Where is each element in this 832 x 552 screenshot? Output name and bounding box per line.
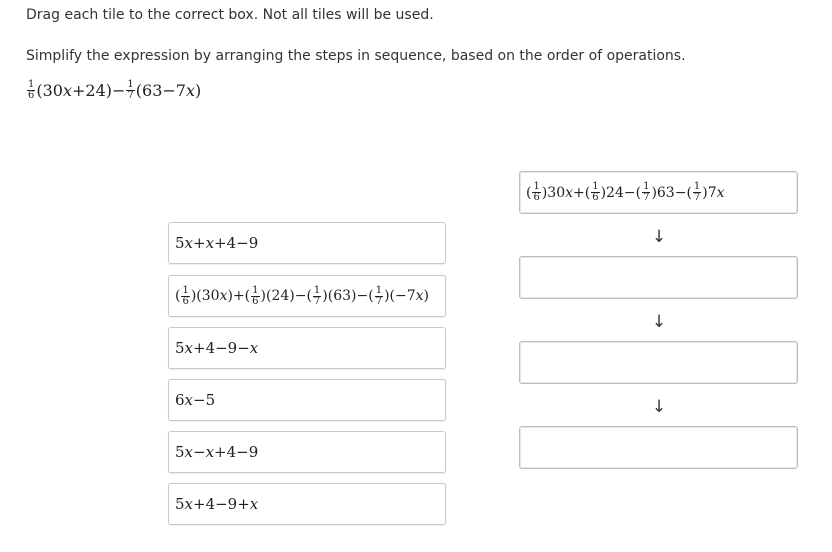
tile-6[interactable] <box>168 483 446 525</box>
given-step-text: ( $\frac{1}{6}$ )30𝑥+( $\frac{1}{6}$ )24−( $\frac{1}{7}$ )63−( $\frac{1}{7}$ )7𝑥 <box>526 181 725 203</box>
expression-part: (63−7𝑥) <box>135 81 202 100</box>
expression-part: (30𝑥+24)− <box>36 81 126 100</box>
tile-2[interactable] <box>168 275 446 317</box>
tile-5[interactable] <box>168 431 446 473</box>
arrow-down-icon: ↓ <box>651 312 667 332</box>
tile-text: 5𝑥−𝑥+4−9 <box>175 443 259 461</box>
tile-text: 5𝑥+4−9+𝑥 <box>175 495 259 513</box>
drop-box-2[interactable] <box>519 341 798 384</box>
instruction-simplify: Simplify the expression by arranging the steps in sequence, based on the order of operations. <box>26 48 686 64</box>
arrow-down-icon: ↓ <box>651 397 667 417</box>
tile-text: 6𝑥−5 <box>175 391 216 409</box>
tile-text: 5𝑥+4−9−𝑥 <box>175 339 259 357</box>
drop-box-3[interactable] <box>519 426 798 469</box>
tile-text: 5𝑥+𝑥+4−9 <box>175 234 259 252</box>
arrow-down-icon: ↓ <box>651 227 667 247</box>
given-expression <box>26 80 201 101</box>
instruction-drag-tiles: Drag each tile to the correct box. Not all tiles will be used. <box>26 7 434 23</box>
tile-1[interactable] <box>168 222 446 264</box>
fraction: $\frac{1}{6}$ <box>28 79 35 101</box>
tile-4[interactable] <box>168 379 446 421</box>
drop-box-1[interactable] <box>519 256 798 299</box>
sequence-box-given <box>519 171 798 214</box>
fraction: $\frac{1}{7}$ <box>127 79 134 101</box>
tile-text: ( $\frac{1}{6}$ )(30𝑥)+( $\frac{1}{6}$ )(24)−( $\frac{1}{7}$ )(63)−( $\frac{1}{7}$ )(−7𝑥) <box>175 284 429 307</box>
tile-3[interactable] <box>168 327 446 369</box>
